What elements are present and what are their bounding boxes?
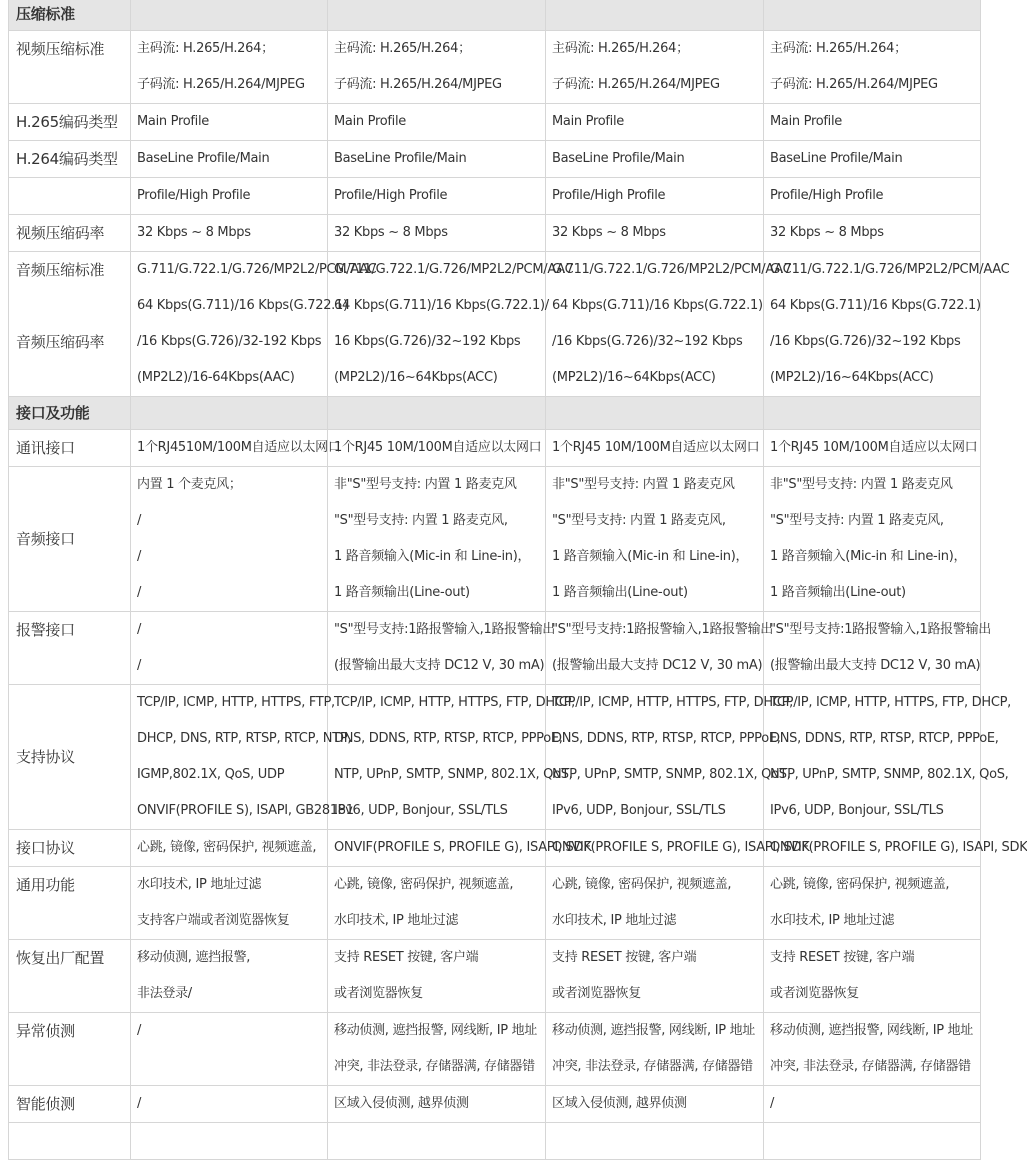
row-label-line: 音频压缩标准 bbox=[16, 261, 105, 279]
cell-line: 64 Kbps(G.711)/16 Kbps(G.722.1)/ bbox=[334, 298, 549, 313]
cell-line: DHCP, DNS, RTP, RTSP, RTCP, NTP, bbox=[137, 731, 352, 746]
section-header-cell bbox=[131, 397, 328, 430]
table-row bbox=[9, 612, 981, 685]
cell-line bbox=[770, 1123, 980, 1159]
spec-cell bbox=[328, 867, 546, 940]
spec-cell bbox=[546, 467, 764, 612]
cell-line: "S"型号支持: 内置 1 路麦克风, bbox=[552, 513, 726, 528]
cell-line: G.711/G.722.1/G.726/MP2L2/PCM/AAC bbox=[137, 262, 377, 277]
cell-line: 非"S"型号支持: 内置 1 路麦克风 bbox=[552, 477, 735, 492]
cell-line: 支持 RESET 按键, 客户端 bbox=[334, 950, 479, 965]
section-header-cell bbox=[328, 0, 546, 31]
row-label: 视频压缩码率 bbox=[9, 215, 131, 252]
spec-cell bbox=[131, 178, 328, 215]
cell-line: ONVIF(PROFILE S, PROFILE G), ISAPI, SDK bbox=[770, 840, 1027, 855]
spec-cell bbox=[328, 252, 574, 397]
cell-line: 心跳, 镜像, 密码保护, 视频遮盖, bbox=[334, 877, 514, 892]
row-label-line: 音频压缩码率 bbox=[16, 333, 105, 351]
cell-line: 移动侦测, 遮挡报警, 网线断, IP 地址 bbox=[552, 1023, 756, 1038]
section-header-cell bbox=[546, 397, 764, 430]
cell-line: 16 Kbps(G.726)/32~192 Kbps bbox=[334, 334, 521, 349]
cell-line: /16 Kbps(G.726)/32~192 Kbps bbox=[552, 334, 743, 349]
spec-cell bbox=[328, 141, 546, 178]
cell-line: 冲突, 非法登录, 存储器满, 存储器错 bbox=[770, 1059, 971, 1074]
cell-line: (MP2L2)/16~64Kbps(ACC) bbox=[334, 370, 498, 385]
cell-line: 64 Kbps(G.711)/16 Kbps(G.722.1) bbox=[552, 298, 763, 313]
cell-line: 1个RJ45 10M/100M自适应以太网口 bbox=[552, 440, 760, 455]
table-row bbox=[9, 141, 981, 178]
spec-cell bbox=[328, 1013, 546, 1086]
section-title: 压缩标准 bbox=[9, 0, 131, 31]
cell-line: DNS, DDNS, RTP, RTSP, RTCP, PPPoE, bbox=[334, 731, 563, 746]
cell-line: (报警输出最大支持 DC12 V, 30 mA) bbox=[552, 658, 763, 673]
table-row bbox=[9, 215, 981, 252]
cell-line: Main Profile bbox=[552, 114, 624, 129]
cell-line: / bbox=[137, 585, 142, 600]
cell-line: (MP2L2)/16~64Kbps(ACC) bbox=[552, 370, 716, 385]
spec-cell bbox=[764, 830, 1027, 867]
cell-line: ONVIF(PROFILE S), ISAPI, GB28181 bbox=[137, 803, 354, 818]
section-header-cell bbox=[764, 397, 981, 430]
row-label: 报警接口 bbox=[9, 612, 131, 685]
spec-cell bbox=[764, 430, 981, 467]
spec-cell bbox=[131, 31, 328, 104]
cell-line: / bbox=[137, 1096, 142, 1111]
cell-line bbox=[552, 1123, 763, 1159]
spec-cell bbox=[546, 178, 764, 215]
cell-line: 64 Kbps(G.711)/16 Kbps(G.722.1) bbox=[137, 298, 348, 313]
cell-line: ONVIF(PROFILE S, PROFILE G), ISAPI, SDK bbox=[334, 840, 592, 855]
cell-line: IPv6, UDP, Bonjour, SSL/TLS bbox=[334, 803, 508, 818]
spec-cell bbox=[764, 31, 981, 104]
cell-line: G.711/G.722.1/G.726/MP2L2/PCM/AAC bbox=[552, 262, 792, 277]
cell-line: / bbox=[770, 1096, 775, 1111]
cell-line: NTP, UPnP, SMTP, SNMP, 802.1X, QoS, bbox=[552, 767, 791, 782]
spec-cell bbox=[131, 467, 328, 612]
cell-line: DNS, DDNS, RTP, RTSP, RTCP, PPPoE, bbox=[552, 731, 781, 746]
row-label: 智能侦测 bbox=[9, 1086, 131, 1123]
cell-line: "S"型号支持: 内置 1 路麦克风, bbox=[770, 513, 944, 528]
cell-line: (MP2L2)/16-64Kbps(AAC) bbox=[137, 370, 295, 385]
spec-table bbox=[8, 0, 1027, 1160]
row-label: 通讯接口 bbox=[9, 430, 131, 467]
row-label bbox=[9, 1123, 131, 1160]
cell-line: 心跳, 镜像, 密码保护, 视频遮盖, bbox=[552, 877, 732, 892]
cell-line: TCP/IP, ICMP, HTTP, HTTPS, FTP, DHCP, bbox=[552, 695, 793, 710]
cell-line: 64 Kbps(G.711)/16 Kbps(G.722.1) bbox=[770, 298, 981, 313]
spec-cell bbox=[546, 685, 793, 830]
spec-cell bbox=[546, 830, 810, 867]
cell-line: (报警输出最大支持 DC12 V, 30 mA) bbox=[334, 658, 545, 673]
cell-line: Main Profile bbox=[770, 114, 842, 129]
spec-cell bbox=[764, 1086, 981, 1123]
cell-line: / bbox=[137, 658, 142, 673]
cell-line: 区域入侵侦测, 越界侦测 bbox=[552, 1096, 687, 1111]
table-row bbox=[9, 104, 981, 141]
cell-line: BaseLine Profile/Main bbox=[137, 151, 270, 166]
cell-line: 或者浏览器恢复 bbox=[552, 986, 641, 1001]
cell-line: TCP/IP, ICMP, HTTP, HTTPS, FTP, DHCP, bbox=[770, 695, 1011, 710]
cell-line: 移动侦测, 遮挡报警, bbox=[137, 950, 251, 965]
cell-line: (MP2L2)/16~64Kbps(ACC) bbox=[770, 370, 934, 385]
row-label: 视频压缩标准 bbox=[9, 31, 131, 104]
spec-cell bbox=[328, 1086, 546, 1123]
row-label: 接口协议 bbox=[9, 830, 131, 867]
spec-cell bbox=[764, 104, 981, 141]
cell-line: 非"S"型号支持: 内置 1 路麦克风 bbox=[770, 477, 953, 492]
cell-line: 主码流: H.265/H.264； bbox=[552, 41, 689, 56]
spec-cell bbox=[546, 867, 764, 940]
cell-line: 1 路音频输入(Mic-in 和 Line-in)， bbox=[770, 549, 967, 564]
spec-cell bbox=[764, 252, 1010, 397]
cell-line: G.711/G.722.1/G.726/MP2L2/PCM/AAC bbox=[770, 262, 1010, 277]
spec-cell bbox=[328, 685, 575, 830]
spec-cell bbox=[764, 685, 1011, 830]
cell-line: Profile/High Profile bbox=[770, 188, 884, 203]
cell-line: Profile/High Profile bbox=[552, 188, 666, 203]
row-label: H.264编码类型 bbox=[9, 141, 131, 178]
cell-line: 1个RJ45 10M/100M自适应以太网口 bbox=[770, 440, 978, 455]
table-row bbox=[9, 940, 981, 1013]
cell-line: 子码流: H.265/H.264/MJPEG bbox=[770, 77, 938, 92]
cell-line: Main Profile bbox=[137, 114, 209, 129]
section-header-row bbox=[9, 397, 981, 430]
cell-line: 1 路音频输出(Line-out) bbox=[552, 585, 688, 600]
cell-line: IPv6, UDP, Bonjour, SSL/TLS bbox=[770, 803, 944, 818]
table-row bbox=[9, 430, 981, 467]
spec-cell bbox=[764, 612, 991, 685]
cell-line: 子码流: H.265/H.264/MJPEG bbox=[552, 77, 720, 92]
cell-line: / bbox=[137, 549, 142, 564]
cell-line: 主码流: H.265/H.264； bbox=[137, 41, 274, 56]
row-label: 通用功能 bbox=[9, 867, 131, 940]
spec-cell bbox=[328, 430, 546, 467]
spec-cell bbox=[328, 178, 546, 215]
table-row bbox=[9, 830, 981, 867]
spec-table-body bbox=[9, 0, 1027, 1160]
cell-line: IGMP,802.1X, QoS, UDP bbox=[137, 767, 285, 782]
cell-line: 1 路音频输入(Mic-in 和 Line-in)， bbox=[552, 549, 749, 564]
cell-line: 支持 RESET 按键, 客户端 bbox=[770, 950, 915, 965]
cell-line: NTP, UPnP, SMTP, SNMP, 802.1X, QoS, bbox=[770, 767, 1009, 782]
spec-cell bbox=[764, 867, 981, 940]
cell-line: / bbox=[137, 622, 142, 637]
cell-line: 移动侦测, 遮挡报警, 网线断, IP 地址 bbox=[334, 1023, 538, 1038]
table-row bbox=[9, 178, 981, 215]
cell-line: BaseLine Profile/Main bbox=[552, 151, 685, 166]
section-title: 接口及功能 bbox=[9, 397, 131, 430]
cell-line: 子码流: H.265/H.264/MJPEG bbox=[137, 77, 305, 92]
spec-cell bbox=[131, 940, 328, 1013]
cell-line: 区域入侵侦测, 越界侦测 bbox=[334, 1096, 469, 1111]
spec-cell bbox=[328, 940, 546, 1013]
spec-cell bbox=[131, 104, 328, 141]
cell-line: 主码流: H.265/H.264； bbox=[770, 41, 907, 56]
cell-line: 移动侦测, 遮挡报警, 网线断, IP 地址 bbox=[770, 1023, 974, 1038]
cell-line: "S"型号支持:1路报警输入,1路报警输出 bbox=[770, 622, 991, 637]
cell-line: 1 路音频输入(Mic-in 和 Line-in)， bbox=[334, 549, 531, 564]
cell-line: 32 Kbps ~ 8 Mbps bbox=[137, 225, 251, 240]
spec-cell bbox=[328, 215, 546, 252]
cell-line: Profile/High Profile bbox=[137, 188, 251, 203]
cell-line: BaseLine Profile/Main bbox=[334, 151, 467, 166]
cell-line: TCP/IP, ICMP, HTTP, HTTPS, FTP, DHCP, bbox=[334, 695, 575, 710]
spec-cell bbox=[546, 215, 764, 252]
spec-cell bbox=[546, 252, 792, 397]
cell-line: / bbox=[137, 513, 142, 528]
row-label: H.265编码类型 bbox=[9, 104, 131, 141]
cell-line: G.711/G.722.1/G.726/MP2L2/PCM/AAC bbox=[334, 262, 574, 277]
cell-line: DNS, DDNS, RTP, RTSP, RTCP, PPPoE, bbox=[770, 731, 999, 746]
spec-cell bbox=[546, 612, 773, 685]
cell-line: "S"型号支持: 内置 1 路麦克风, bbox=[334, 513, 508, 528]
spec-cell bbox=[131, 1086, 328, 1123]
spec-cell bbox=[131, 215, 328, 252]
cell-line: (报警输出最大支持 DC12 V, 30 mA) bbox=[770, 658, 981, 673]
spec-cell bbox=[764, 940, 981, 1013]
cell-line: 水印技术, IP 地址过滤 bbox=[334, 913, 459, 928]
row-label: 恢复出厂配置 bbox=[9, 940, 131, 1013]
cell-line: 32 Kbps ~ 8 Mbps bbox=[552, 225, 666, 240]
table-row bbox=[9, 1123, 981, 1160]
cell-line: 内置 1 个麦克风； bbox=[137, 477, 242, 492]
cell-line: 1 路音频输出(Line-out) bbox=[770, 585, 906, 600]
cell-line: 1 路音频输出(Line-out) bbox=[334, 585, 470, 600]
cell-line: BaseLine Profile/Main bbox=[770, 151, 903, 166]
spec-cell bbox=[546, 1013, 764, 1086]
cell-line: 心跳, 镜像, 密码保护, 视频遮盖, bbox=[137, 840, 317, 855]
cell-line: /16 Kbps(G.726)/32~192 Kbps bbox=[770, 334, 961, 349]
row-label: 支持协议 bbox=[9, 685, 131, 830]
cell-line: 支持客户端或者浏览器恢复 bbox=[137, 913, 290, 928]
row-label-line bbox=[16, 288, 130, 324]
row-label bbox=[9, 252, 131, 397]
cell-line: 1个RJ45 10M/100M自适应以太网口 bbox=[334, 440, 542, 455]
spec-cell bbox=[764, 178, 981, 215]
spec-cell bbox=[546, 430, 764, 467]
spec-cell bbox=[131, 252, 377, 397]
spec-cell bbox=[546, 940, 764, 1013]
spec-cell bbox=[764, 1123, 981, 1160]
cell-line: "S"型号支持:1路报警输入,1路报警输出 bbox=[552, 622, 773, 637]
cell-line: 水印技术, IP 地址过滤 bbox=[137, 877, 262, 892]
table-row bbox=[9, 31, 981, 104]
cell-line bbox=[137, 1123, 327, 1159]
spec-cell bbox=[546, 1086, 764, 1123]
table-row bbox=[9, 1013, 981, 1086]
cell-line: /16 Kbps(G.726)/32-192 Kbps bbox=[137, 334, 322, 349]
spec-cell bbox=[328, 612, 555, 685]
table-row bbox=[9, 252, 981, 397]
cell-line: 冲突, 非法登录, 存储器满, 存储器错 bbox=[552, 1059, 753, 1074]
spec-cell bbox=[328, 31, 546, 104]
cell-line: "S"型号支持:1路报警输入,1路报警输出 bbox=[334, 622, 555, 637]
row-label: 音频接口 bbox=[9, 467, 131, 612]
cell-line: 1个RJ4510M/100M自适应以太网口 bbox=[137, 440, 341, 455]
table-row bbox=[9, 867, 981, 940]
spec-cell bbox=[131, 1013, 328, 1086]
cell-line: IPv6, UDP, Bonjour, SSL/TLS bbox=[552, 803, 726, 818]
cell-line: 主码流: H.265/H.264； bbox=[334, 41, 471, 56]
section-header-row bbox=[9, 0, 981, 31]
spec-cell bbox=[131, 1123, 328, 1160]
cell-line: 32 Kbps ~ 8 Mbps bbox=[770, 225, 884, 240]
cell-line: 心跳, 镜像, 密码保护, 视频遮盖, bbox=[770, 877, 950, 892]
spec-cell bbox=[131, 430, 341, 467]
spec-cell bbox=[131, 141, 328, 178]
spec-cell bbox=[764, 467, 981, 612]
cell-line: 冲突, 非法登录, 存储器满, 存储器错 bbox=[334, 1059, 535, 1074]
spec-cell bbox=[764, 141, 981, 178]
cell-line: 或者浏览器恢复 bbox=[334, 986, 423, 1001]
cell-line: 非"S"型号支持: 内置 1 路麦克风 bbox=[334, 477, 517, 492]
cell-line: 水印技术, IP 地址过滤 bbox=[552, 913, 677, 928]
table-row bbox=[9, 1086, 981, 1123]
spec-cell bbox=[131, 830, 328, 867]
cell-line: TCP/IP, ICMP, HTTP, HTTPS, FTP, bbox=[137, 695, 335, 710]
spec-cell bbox=[328, 104, 546, 141]
spec-cell bbox=[546, 31, 764, 104]
spec-cell bbox=[131, 867, 328, 940]
cell-line: 水印技术, IP 地址过滤 bbox=[770, 913, 895, 928]
cell-line: 非法登录/ bbox=[137, 986, 192, 1001]
cell-line: 32 Kbps ~ 8 Mbps bbox=[334, 225, 448, 240]
table-row bbox=[9, 685, 981, 830]
section-header-cell bbox=[131, 0, 328, 31]
cell-line: / bbox=[137, 1023, 142, 1038]
section-header-cell bbox=[764, 0, 981, 31]
cell-line: Main Profile bbox=[334, 114, 406, 129]
row-label bbox=[9, 178, 131, 215]
spec-cell bbox=[764, 215, 981, 252]
spec-cell bbox=[328, 467, 546, 612]
spec-cell bbox=[328, 1123, 546, 1160]
spec-cell bbox=[546, 1123, 764, 1160]
cell-line: Profile/High Profile bbox=[334, 188, 448, 203]
spec-cell bbox=[546, 104, 764, 141]
cell-line: 支持 RESET 按键, 客户端 bbox=[552, 950, 697, 965]
section-header-cell bbox=[328, 397, 546, 430]
cell-line: NTP, UPnP, SMTP, SNMP, 802.1X, QoS, bbox=[334, 767, 573, 782]
section-header-cell bbox=[546, 0, 764, 31]
spec-cell bbox=[764, 1013, 981, 1086]
spec-cell bbox=[131, 612, 328, 685]
spec-cell bbox=[131, 685, 354, 830]
cell-line: 子码流: H.265/H.264/MJPEG bbox=[334, 77, 502, 92]
cell-line bbox=[334, 1123, 545, 1159]
spec-cell bbox=[328, 830, 592, 867]
table-row bbox=[9, 467, 981, 612]
cell-line: ONVIF(PROFILE S, PROFILE G), ISAPI, SDK bbox=[552, 840, 810, 855]
cell-line: 或者浏览器恢复 bbox=[770, 986, 859, 1001]
row-label: 异常侦测 bbox=[9, 1013, 131, 1086]
spec-cell bbox=[546, 141, 764, 178]
